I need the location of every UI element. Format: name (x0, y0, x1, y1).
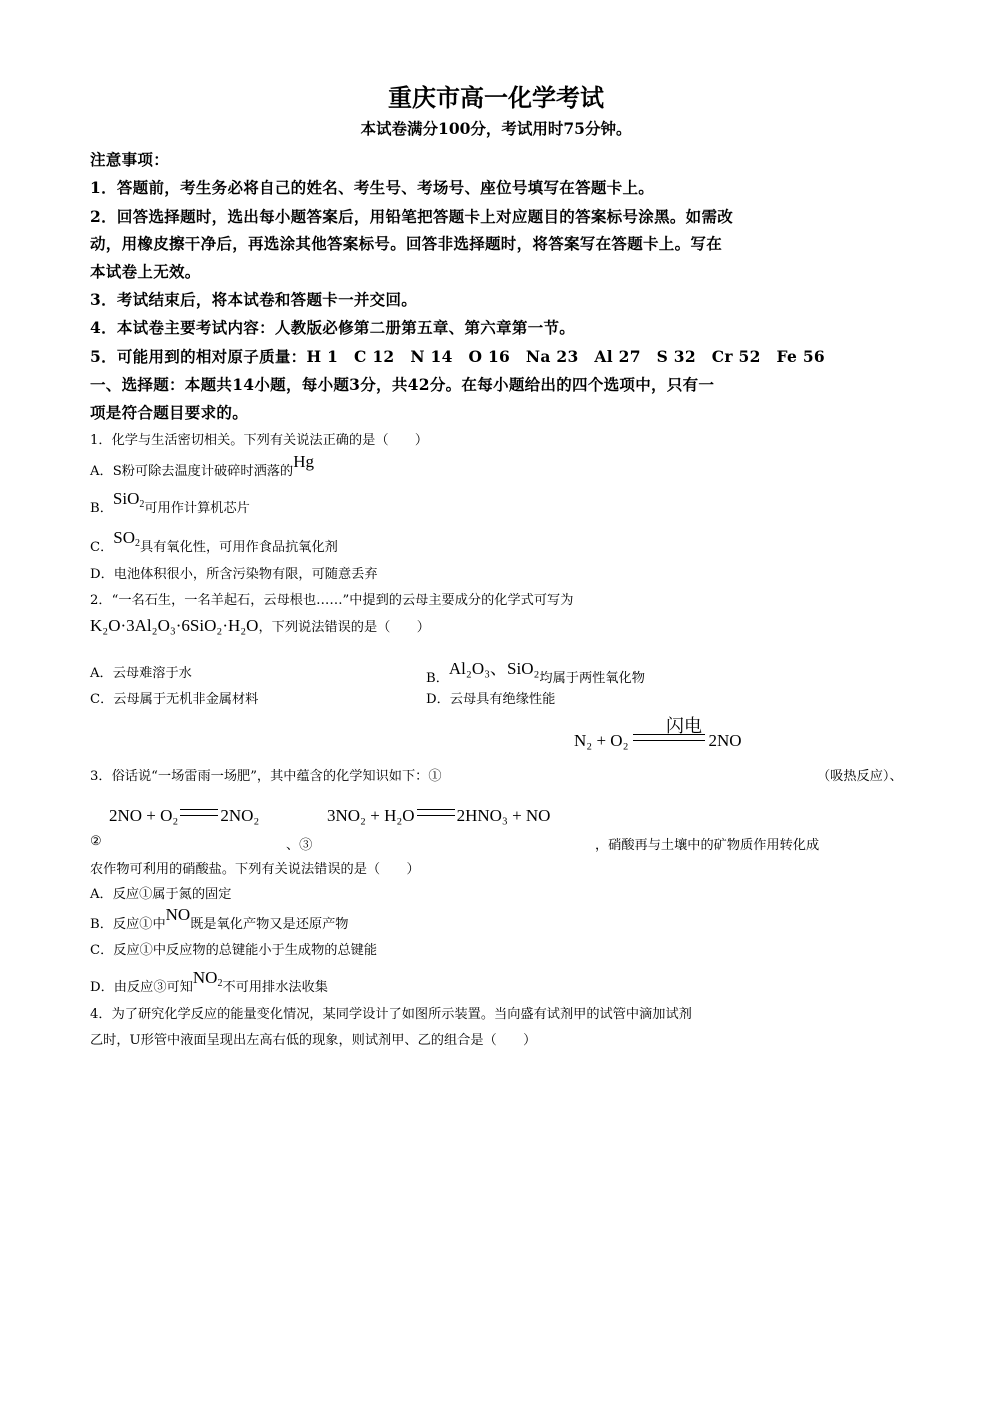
q2-option-a: A．云母难溶于水 (90, 666, 192, 681)
section-heading-cont: 项是符合题目要求的。 (90, 403, 249, 422)
q3-option-c: C．反应①中反应物的总键能小于生成物的总键能 (90, 943, 378, 958)
q3-option-a: A．反应①属于氮的固定 (90, 887, 232, 902)
page-title: 重庆市高一化学考试 (388, 83, 604, 112)
q3-b-formula: NO (165, 905, 191, 924)
q1-option-d: D．电池体积很小，所含污染物有限，可随意丢弃 (90, 567, 378, 582)
q2-option-b: B．Al₂O₃、SiO₂均属于两性氧化物 (426, 659, 645, 686)
q4-stem: 4．为了研究化学反应的能量变化情况，某同学设计了如图所示装置。当向盛有试剂甲的试管中滴加试剂 (90, 1007, 692, 1022)
q3-d-formula: $NO_2$ (192, 968, 223, 989)
note-item: 5．可能用到的相对原子质量：H 1 C 12 N 14 O 16 Na 23 Al 27 S 32 Cr 52 Fe 56 (90, 347, 825, 366)
note-item: 1．答题前，考生务必将自己的姓名、考生号、考场号、座位号填写在答题卡上。 (90, 178, 655, 197)
q2-stem: 2．“一名石生，一名羊起石，云母根也……”中提到的云母主要成分的化学式可写为 (90, 593, 574, 608)
q3-stem-tail: （吸热反应）、 (817, 769, 903, 784)
note-item: 动，用橡皮擦干净后，再选涂其他答案标号。回答非选择题时，将答案写在答题卡上。写在 (90, 234, 723, 253)
q2-option-d: D．云母具有绝缘性能 (426, 692, 556, 707)
q3-equation-3: 3NO₂ + H₂O 2HNO₃ + NO (327, 806, 551, 825)
q1-b-formula: SiO$_2$ (112, 489, 145, 510)
q3-stem: 3．俗话说“一场雷雨一场肥”，其中蕴含的化学知识如下：① (90, 769, 442, 784)
q1-option-c: C．$SO_2$具有氧化性，可用作食品抗氧化剂 (90, 528, 338, 555)
q1-option-a: A．S粉可除去温度计破碎时洒落的Hg (90, 452, 314, 479)
note-item: 3．考试结束后，将本试卷和答题卡一并交回。 (90, 290, 418, 309)
q4-stem-cont: 乙时，U形管中液面呈现出左高右低的现象，则试剂甲、乙的组合是（ ） (90, 1033, 537, 1048)
q2-option-c: C．云母属于无机非金属材料 (90, 692, 259, 707)
page-subtitle: 本试卷满分100分，考试用时75分钟。 (360, 119, 632, 138)
q2-b-formula: Al₂O₃、SiO₂ (448, 659, 540, 678)
q3-equation-1: N₂ + O₂ 2NO (574, 731, 742, 750)
q2-stem-cont: K₂O·3Al₂O₃·6SiO₂·H₂O，下列说法错误的是（ ） (90, 616, 430, 635)
q3-mark-3: 、③ (286, 838, 313, 853)
q1-c-formula: $SO_2$ (113, 528, 141, 549)
equals-sign (417, 809, 455, 816)
q1-a-formula: Hg (293, 452, 314, 471)
q1-option-b: B．SiO$_2$可用作计算机芯片 (90, 489, 250, 516)
equals-sign (633, 734, 705, 741)
q3-mark-2: ② (90, 834, 102, 849)
note-item: 2．回答选择题时，选出每小题答案后，用铅笔把答题卡上对应题目的答案标号涂黑。如需改 (90, 207, 734, 226)
q3-stem-cont: ，硝酸再与土壤中的矿物质作用转化成 (595, 838, 820, 853)
q2-formula: K₂O·3Al₂O₃·6SiO₂·H₂O (90, 616, 259, 635)
note-item: 本试卷上无效。 (90, 262, 201, 281)
notes-heading: 注意事项： (90, 150, 170, 169)
q3-equation-2: 2NO + O₂ 2NO₂ (109, 806, 260, 825)
note-item: 4．本试卷主要考试内容：人教版必修第二册第五章、第六章第一节。 (90, 318, 576, 337)
section-heading: 一、选择题：本题共14小题，每小题3分，共42分。在每小题给出的四个选项中，只有一 (90, 375, 715, 394)
q3-eq1-condition: 闪电 (666, 716, 702, 736)
q1-stem: 1．化学与生活密切相关。下列有关说法正确的是（ ） (90, 433, 429, 448)
q3-stem-line3: 农作物可利用的硝酸盐。下列有关说法错误的是（ ） (90, 862, 420, 877)
equals-sign (180, 809, 218, 816)
q3-option-b: B．反应①中NO既是氧化产物又是还原产物 (90, 905, 349, 932)
q3-option-d: D．由反应③可知$NO_2$不可用排水法收集 (90, 968, 328, 995)
